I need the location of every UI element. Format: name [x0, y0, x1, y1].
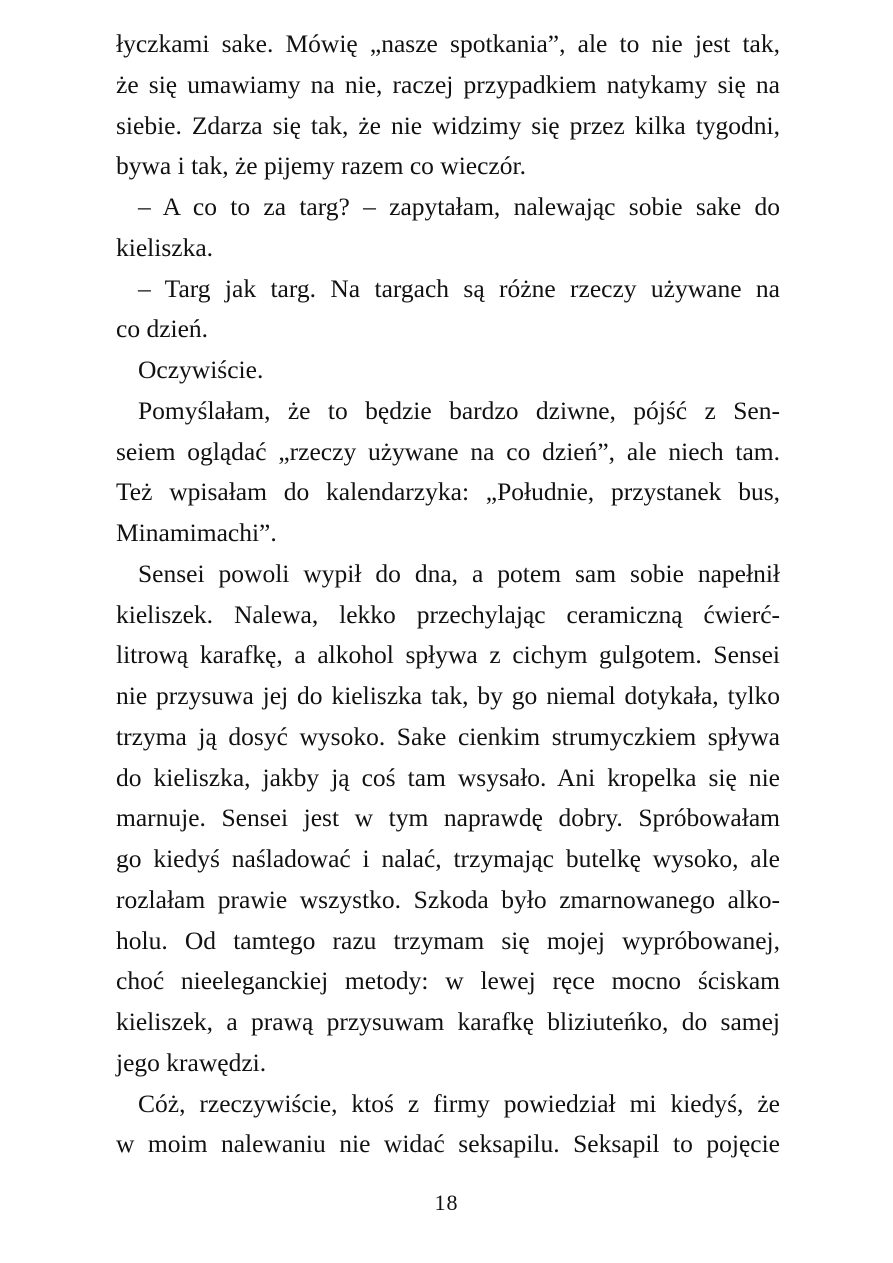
text-line: Pomyślałam, że to będzie bardzo dziwne, pójść z Sen-	[138, 395, 780, 425]
text-line: go kiedyś naśladować i nalać, trzymając butelkę wysoko, ale	[116, 844, 780, 873]
text-line: Sensei powoli wypił do dna, a potem sam sobie napełnił	[138, 558, 780, 588]
text-line: do kieliszka, jakby ją coś tam wsysało. Ani kropelka się nie	[116, 762, 780, 792]
text-line: kieliszka.	[116, 232, 214, 262]
text-line: – Targ jak targ. Na targach są różne rzeczy używane na	[138, 273, 780, 303]
paragraph	[116, 554, 780, 1084]
text-line: choć nieeleganckiej metody: w lewej ręce mocno ściskam	[116, 966, 780, 996]
text-line: kieliszek. Nalewa, lekko przechylając ceramiczną ćwierć-	[116, 599, 780, 629]
text-line: marnuje. Sensei jest w tym naprawdę dobry. Spróbowałam	[116, 803, 780, 833]
text-line: Też wpisałam do kalendarzyka: „Południe, przystanek bus,	[116, 477, 780, 507]
text-line: bywa i tak, że pijemy razem co wieczór.	[116, 151, 526, 181]
text-line: że się umawiamy na nie, raczej przypadkiem natykamy się na	[116, 69, 780, 99]
text-line: seiem oglądać „rzeczy używane na co dzień”, ale niech tam.	[116, 436, 780, 466]
text-line: litrową karafkę, a alkohol spływa z cichym gulgotem. Sensei	[116, 640, 780, 670]
paragraph	[116, 187, 780, 269]
paragraph	[116, 391, 780, 554]
text-line: siebie. Zdarza się tak, że nie widzimy się przez kilka tygodni,	[116, 110, 780, 140]
text-line: co dzień.	[116, 314, 209, 344]
paragraph	[116, 269, 780, 351]
text-line: – A co to za targ? – zapytałam, nalewając sobie sake do	[138, 192, 780, 221]
text-line: Cóż, rzeczywiście, ktoś z firmy powiedział mi kiedyś, że	[138, 1088, 780, 1118]
text-line: jego krawędzi.	[116, 1047, 267, 1077]
text-line: łyczkami sake. Mówię „nasze spotkania”, ale to nie jest tak,	[116, 29, 780, 58]
text-line: Oczywiście.	[138, 355, 264, 384]
text-line: rozlałam prawie wszystko. Szkoda było zmarnowanego alko-	[116, 884, 780, 914]
paragraph	[116, 350, 780, 391]
text-line: w moim nalewaniu nie widać seksapilu. Seksapil to pojęcie	[116, 1129, 780, 1159]
body-text	[116, 24, 780, 1165]
text-line: holu. Od tamtego razu trzymam się mojej wypróbowanej,	[116, 925, 780, 955]
text-line: kieliszek, a prawą przysuwam karafkę bliziuteńko, do samej	[116, 1007, 780, 1036]
paragraph	[116, 24, 780, 187]
text-line: Minamimachi”.	[116, 518, 277, 547]
text-line: nie przysuwa jej do kieliszka tak, by go niemal dotykała, tylko	[116, 681, 780, 710]
paragraph	[116, 1084, 780, 1166]
text-line: trzyma ją dosyć wysoko. Sake cienkim strumyczkiem spływa	[116, 721, 780, 751]
page-number: 18	[434, 1190, 459, 1215]
